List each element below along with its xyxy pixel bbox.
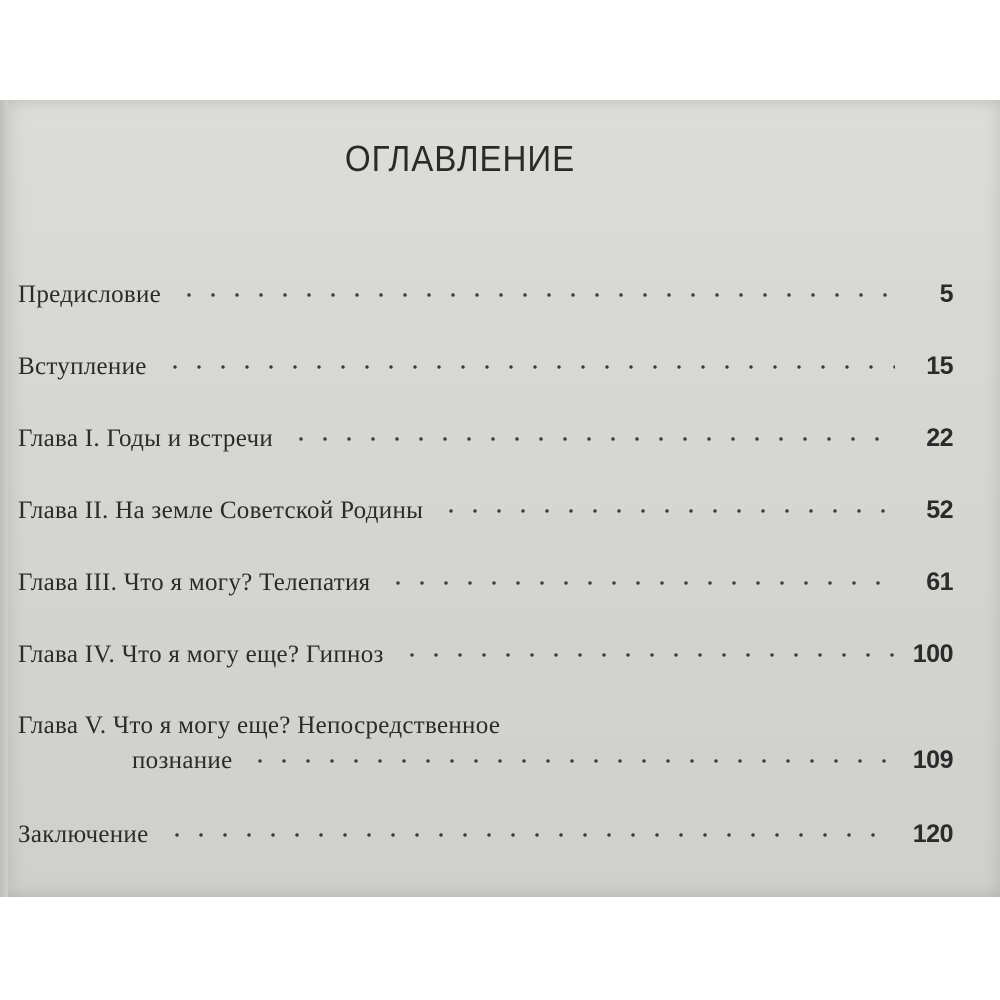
toc-page-number: 61 — [926, 568, 953, 596]
toc-entry-row — [18, 640, 953, 669]
toc-entry-conclusion — [18, 820, 953, 849]
dot-leader — [177, 291, 895, 299]
toc-entry-label: Глава II. На земле Советской Родины — [18, 497, 424, 524]
toc-entry-chapter-5 — [18, 712, 953, 775]
toc-entry-row — [18, 712, 953, 740]
book-page — [0, 100, 1000, 897]
dot-leader — [289, 435, 895, 443]
toc-page-number: 15 — [926, 352, 953, 380]
page-title: ОГЛАВЛЕНИЕ — [344, 138, 576, 179]
toc-entry-row — [18, 280, 953, 309]
toc-entry-label: Вступление — [18, 353, 147, 380]
toc-page-number: 100 — [912, 640, 953, 668]
toc-entry-label: Предисловие — [18, 281, 162, 308]
dot-leader — [439, 507, 895, 515]
toc-entry-chapter-2 — [18, 496, 953, 525]
toc-entry-row-continued — [18, 746, 953, 775]
toc-entry-row — [18, 496, 953, 525]
dot-leader — [163, 363, 895, 371]
toc-entry-label: Глава I. Годы и встречи — [18, 425, 274, 452]
toc-entry-introduction — [18, 352, 953, 381]
toc-entry-chapter-1 — [18, 424, 953, 453]
dot-leader — [386, 579, 895, 587]
toc-entry-row — [18, 424, 953, 453]
toc-page-number: 5 — [939, 280, 953, 308]
dot-leader — [248, 757, 895, 765]
toc-entry-label: Глава IV. Что я могу еще? Гипноз — [18, 641, 384, 668]
toc-entry-label: Глава V. Что я могу еще? Непосредственное — [18, 712, 501, 739]
toc-page-number: 120 — [912, 820, 953, 848]
toc-entry-row — [18, 352, 953, 381]
toc-entry-label: Заключение — [18, 821, 149, 848]
toc-entry-row — [18, 568, 953, 597]
toc-entry-row — [18, 820, 953, 849]
toc-entry-preface — [18, 280, 953, 309]
page-edge-shadow — [0, 100, 8, 897]
toc-entry-chapter-3 — [18, 568, 953, 597]
dot-leader — [165, 831, 896, 839]
toc-page-number: 22 — [926, 424, 953, 452]
dot-leader — [400, 651, 895, 659]
toc-page-number: 52 — [926, 496, 953, 524]
toc-entry-chapter-4 — [18, 640, 953, 669]
toc-page-number: 109 — [912, 746, 953, 774]
toc-entry-label: Глава III. Что я могу? Телепатия — [18, 569, 371, 596]
toc-entry-label-continued: познание — [132, 747, 233, 774]
